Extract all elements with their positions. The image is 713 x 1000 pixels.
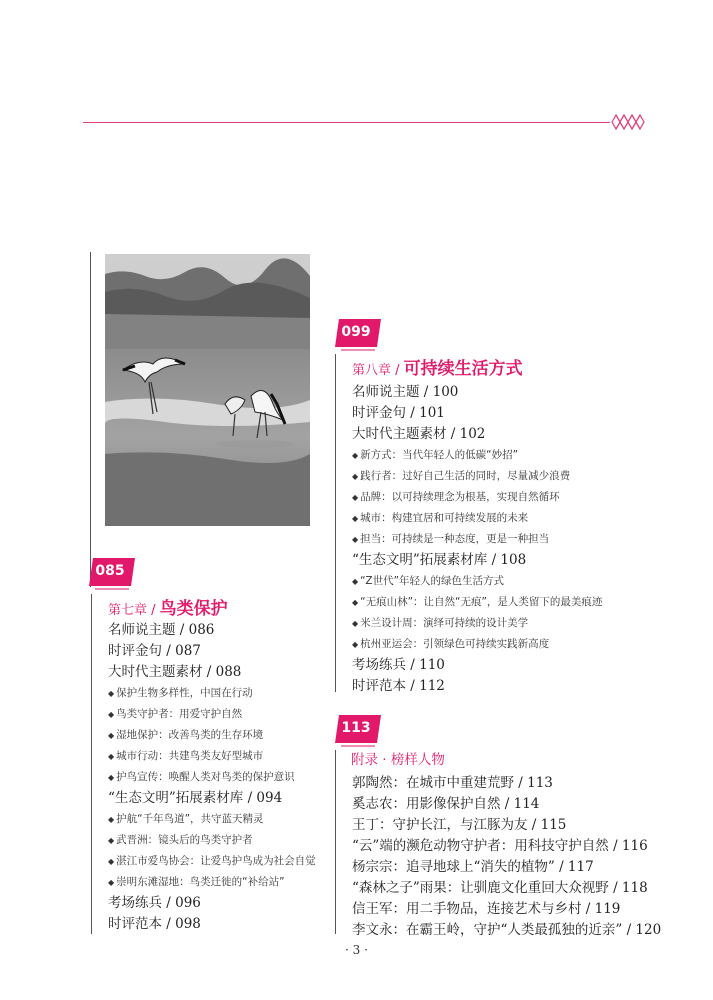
toc-entry-text: 时评范本 / 098 — [108, 916, 201, 932]
diamond-bullet-icon: ◆ — [352, 472, 359, 481]
diamond-bullet-icon: ◆ — [352, 535, 359, 544]
toc-entry[interactable] — [352, 920, 661, 941]
toc-entry-text: 鸟类守护者：用爱守护自然 — [116, 708, 243, 720]
diamond-bullet-icon: ◆ — [108, 752, 115, 761]
chapter-8-name: 可持续生活方式 — [403, 359, 523, 379]
toc-entry-text: 湛江市爱鸟协会：让爱鸟护鸟成为社会自觉 — [116, 855, 316, 867]
toc-subentry[interactable] — [352, 634, 602, 655]
toc-subentry[interactable] — [108, 767, 316, 788]
toc-subentry[interactable] — [352, 592, 602, 613]
toc-entry-text: 保护生物多样性，中国在行动 — [116, 687, 253, 699]
toc-entry-text: 名师说主题 / 086 — [108, 622, 215, 638]
toc-entry[interactable] — [352, 382, 602, 403]
toc-entry[interactable] — [352, 878, 661, 899]
toc-entry-text: 名师说主题 / 100 — [352, 384, 459, 400]
toc-entry-text: 武晋洲：镜头后的鸟类守护者 — [116, 834, 253, 846]
chapter-7-title[interactable] — [108, 594, 228, 619]
toc-entry[interactable] — [352, 899, 661, 920]
toc-entry[interactable] — [108, 620, 316, 641]
toc-entry-text: 考场练兵 / 110 — [352, 657, 445, 673]
cranes-photo — [105, 254, 310, 526]
toc-subentry[interactable] — [352, 508, 602, 529]
chapter-8-label: 第八章 / — [352, 363, 404, 378]
toc-subentry[interactable] — [352, 466, 602, 487]
toc-entry-text: 时评金句 / 087 — [108, 643, 201, 659]
toc-entry-text: 担当：可持续是一种态度，更是一种担当 — [360, 533, 550, 545]
toc-entry-text: 考场练兵 / 096 — [108, 895, 201, 911]
toc-entry[interactable] — [108, 788, 316, 809]
chapter-7-page-number: 085 — [95, 563, 125, 579]
toc-entry-text: 大时代主题素材 / 088 — [108, 664, 242, 680]
diamond-bullet-icon: ◆ — [352, 514, 359, 523]
toc-entry-text: 湿地保护：改善鸟类的生存环境 — [116, 729, 264, 741]
toc-entry[interactable] — [108, 641, 316, 662]
toc-entry-text: “森林之子”雨果：让驯鹿文化重回大众视野 / 118 — [352, 880, 648, 896]
toc-entry[interactable] — [352, 836, 661, 857]
toc-entry-text: 时评范本 / 112 — [352, 678, 445, 694]
toc-entry[interactable] — [352, 424, 602, 445]
diamond-bullet-icon: ◆ — [108, 878, 115, 887]
toc-entry-text: 郭陶然：在城市中重建荒野 / 113 — [352, 775, 553, 791]
toc-entry-text: “无痕山林”：让自然“无痕”，是人类留下的最美痕迹 — [360, 596, 603, 608]
toc-subentry[interactable] — [108, 872, 316, 893]
toc-entry-text: 城市：构建宜居和可持续发展的未来 — [360, 512, 529, 524]
toc-entry-text: 崇明东滩湿地：鸟类迁徙的“补给站” — [116, 876, 285, 888]
toc-entry-text: 杨宗宗：追寻地球上“消失的植物” / 117 — [352, 859, 594, 875]
toc-entry-text: 新方式：当代年轻人的低碳“妙招” — [360, 449, 519, 461]
toc-entry[interactable] — [352, 815, 661, 836]
diamond-bullet-icon: ◆ — [108, 815, 115, 824]
diamond-bullet-icon: ◆ — [108, 731, 115, 740]
toc-subentry[interactable] — [352, 445, 602, 466]
toc-entry[interactable] — [352, 857, 661, 878]
appendix-page-number: 113 — [341, 720, 371, 736]
toc-entry[interactable] — [352, 773, 661, 794]
diamond-pattern-icon — [611, 113, 645, 131]
toc-entry[interactable] — [108, 662, 316, 683]
chapter-7-side-rule — [91, 594, 92, 934]
diamond-bullet-icon: ◆ — [352, 598, 359, 607]
toc-entry-text: 杭州亚运会：引领绿色可持续实践新高度 — [360, 638, 550, 650]
diamond-bullet-icon: ◆ — [108, 857, 115, 866]
toc-entry[interactable] — [352, 403, 602, 424]
toc-entry-text: 践行者：过好自己生活的同时，尽量减少浪费 — [360, 470, 571, 482]
toc-subentry[interactable] — [108, 830, 316, 851]
chapter-7-label: 第七章 / — [108, 603, 160, 618]
toc-subentry[interactable] — [108, 851, 316, 872]
diamond-bullet-icon: ◆ — [108, 710, 115, 719]
chapter-8-toc — [352, 382, 602, 697]
toc-subentry[interactable] — [352, 487, 602, 508]
toc-entry[interactable] — [108, 893, 316, 914]
toc-entry-text: 品牌：以可持续理念为根基，实现自然循环 — [360, 491, 560, 503]
toc-entry-text: 大时代主题素材 / 102 — [352, 426, 486, 442]
chapter-8-page-number: 099 — [341, 324, 371, 340]
toc-entry-text: “生态文明”拓展素材库 / 094 — [108, 790, 283, 806]
appendix-side-rule — [335, 750, 336, 934]
toc-entry-text: 李文永：在霸王岭，守护“人类最孤独的近亲” / 120 — [352, 922, 662, 938]
toc-entry[interactable] — [352, 550, 602, 571]
toc-entry-text: 奚志农：用影像保护自然 / 114 — [352, 796, 540, 812]
diamond-bullet-icon: ◆ — [352, 451, 359, 460]
diamond-bullet-icon: ◆ — [352, 577, 359, 586]
photo-side-rule — [90, 252, 91, 587]
toc-entry-text: 时评金句 / 101 — [352, 405, 445, 421]
toc-entry-text: 护鸟宣传：唤醒人类对鸟类的保护意识 — [116, 771, 295, 783]
appendix-toc — [352, 773, 661, 941]
toc-subentry[interactable] — [352, 613, 602, 634]
toc-entry[interactable] — [352, 676, 602, 697]
toc-subentry[interactable] — [108, 683, 316, 704]
toc-entry[interactable] — [108, 914, 316, 935]
toc-subentry[interactable] — [108, 809, 316, 830]
toc-subentry[interactable] — [352, 571, 602, 592]
chapter-8-title[interactable] — [352, 354, 523, 379]
toc-subentry[interactable] — [108, 725, 316, 746]
toc-entry-text: 王丁：守护长江，与江豚为友 / 115 — [352, 817, 567, 833]
toc-entry-text: 护航“千年鸟道”，共守蓝天精灵 — [116, 813, 264, 825]
page-number: · 3 · — [345, 943, 368, 957]
chapter-7-toc — [108, 620, 316, 935]
diamond-bullet-icon: ◆ — [108, 836, 115, 845]
toc-subentry[interactable] — [108, 746, 316, 767]
toc-entry[interactable] — [352, 794, 661, 815]
diamond-bullet-icon: ◆ — [108, 689, 115, 698]
diamond-bullet-icon: ◆ — [352, 640, 359, 649]
toc-subentry[interactable] — [352, 529, 602, 550]
toc-subentry[interactable] — [108, 704, 316, 725]
toc-entry-text: “生态文明”拓展素材库 / 108 — [352, 552, 527, 568]
diamond-bullet-icon: ◆ — [352, 493, 359, 502]
toc-entry-text: “Z世代”年轻人的绿色生活方式 — [360, 575, 505, 587]
chapter-7-name: 鸟类保护 — [159, 599, 228, 619]
appendix-title[interactable]: 附录 · 榜样人物 — [351, 752, 445, 768]
toc-entry-text: 城市行动：共建鸟类友好型城市 — [116, 750, 264, 762]
toc-entry[interactable] — [352, 655, 602, 676]
chapter-8-side-rule — [335, 354, 336, 692]
toc-entry-text: 信王军：用二手物品，连接艺术与乡村 / 119 — [352, 901, 621, 917]
diamond-bullet-icon: ◆ — [108, 773, 115, 782]
header-rule — [83, 122, 610, 123]
toc-entry-text: 米兰设计周：演绎可持续的设计美学 — [360, 617, 529, 629]
toc-entry-text: “云”端的濒危动物守护者：用科技守护自然 / 116 — [352, 838, 648, 854]
diamond-bullet-icon: ◆ — [352, 619, 359, 628]
